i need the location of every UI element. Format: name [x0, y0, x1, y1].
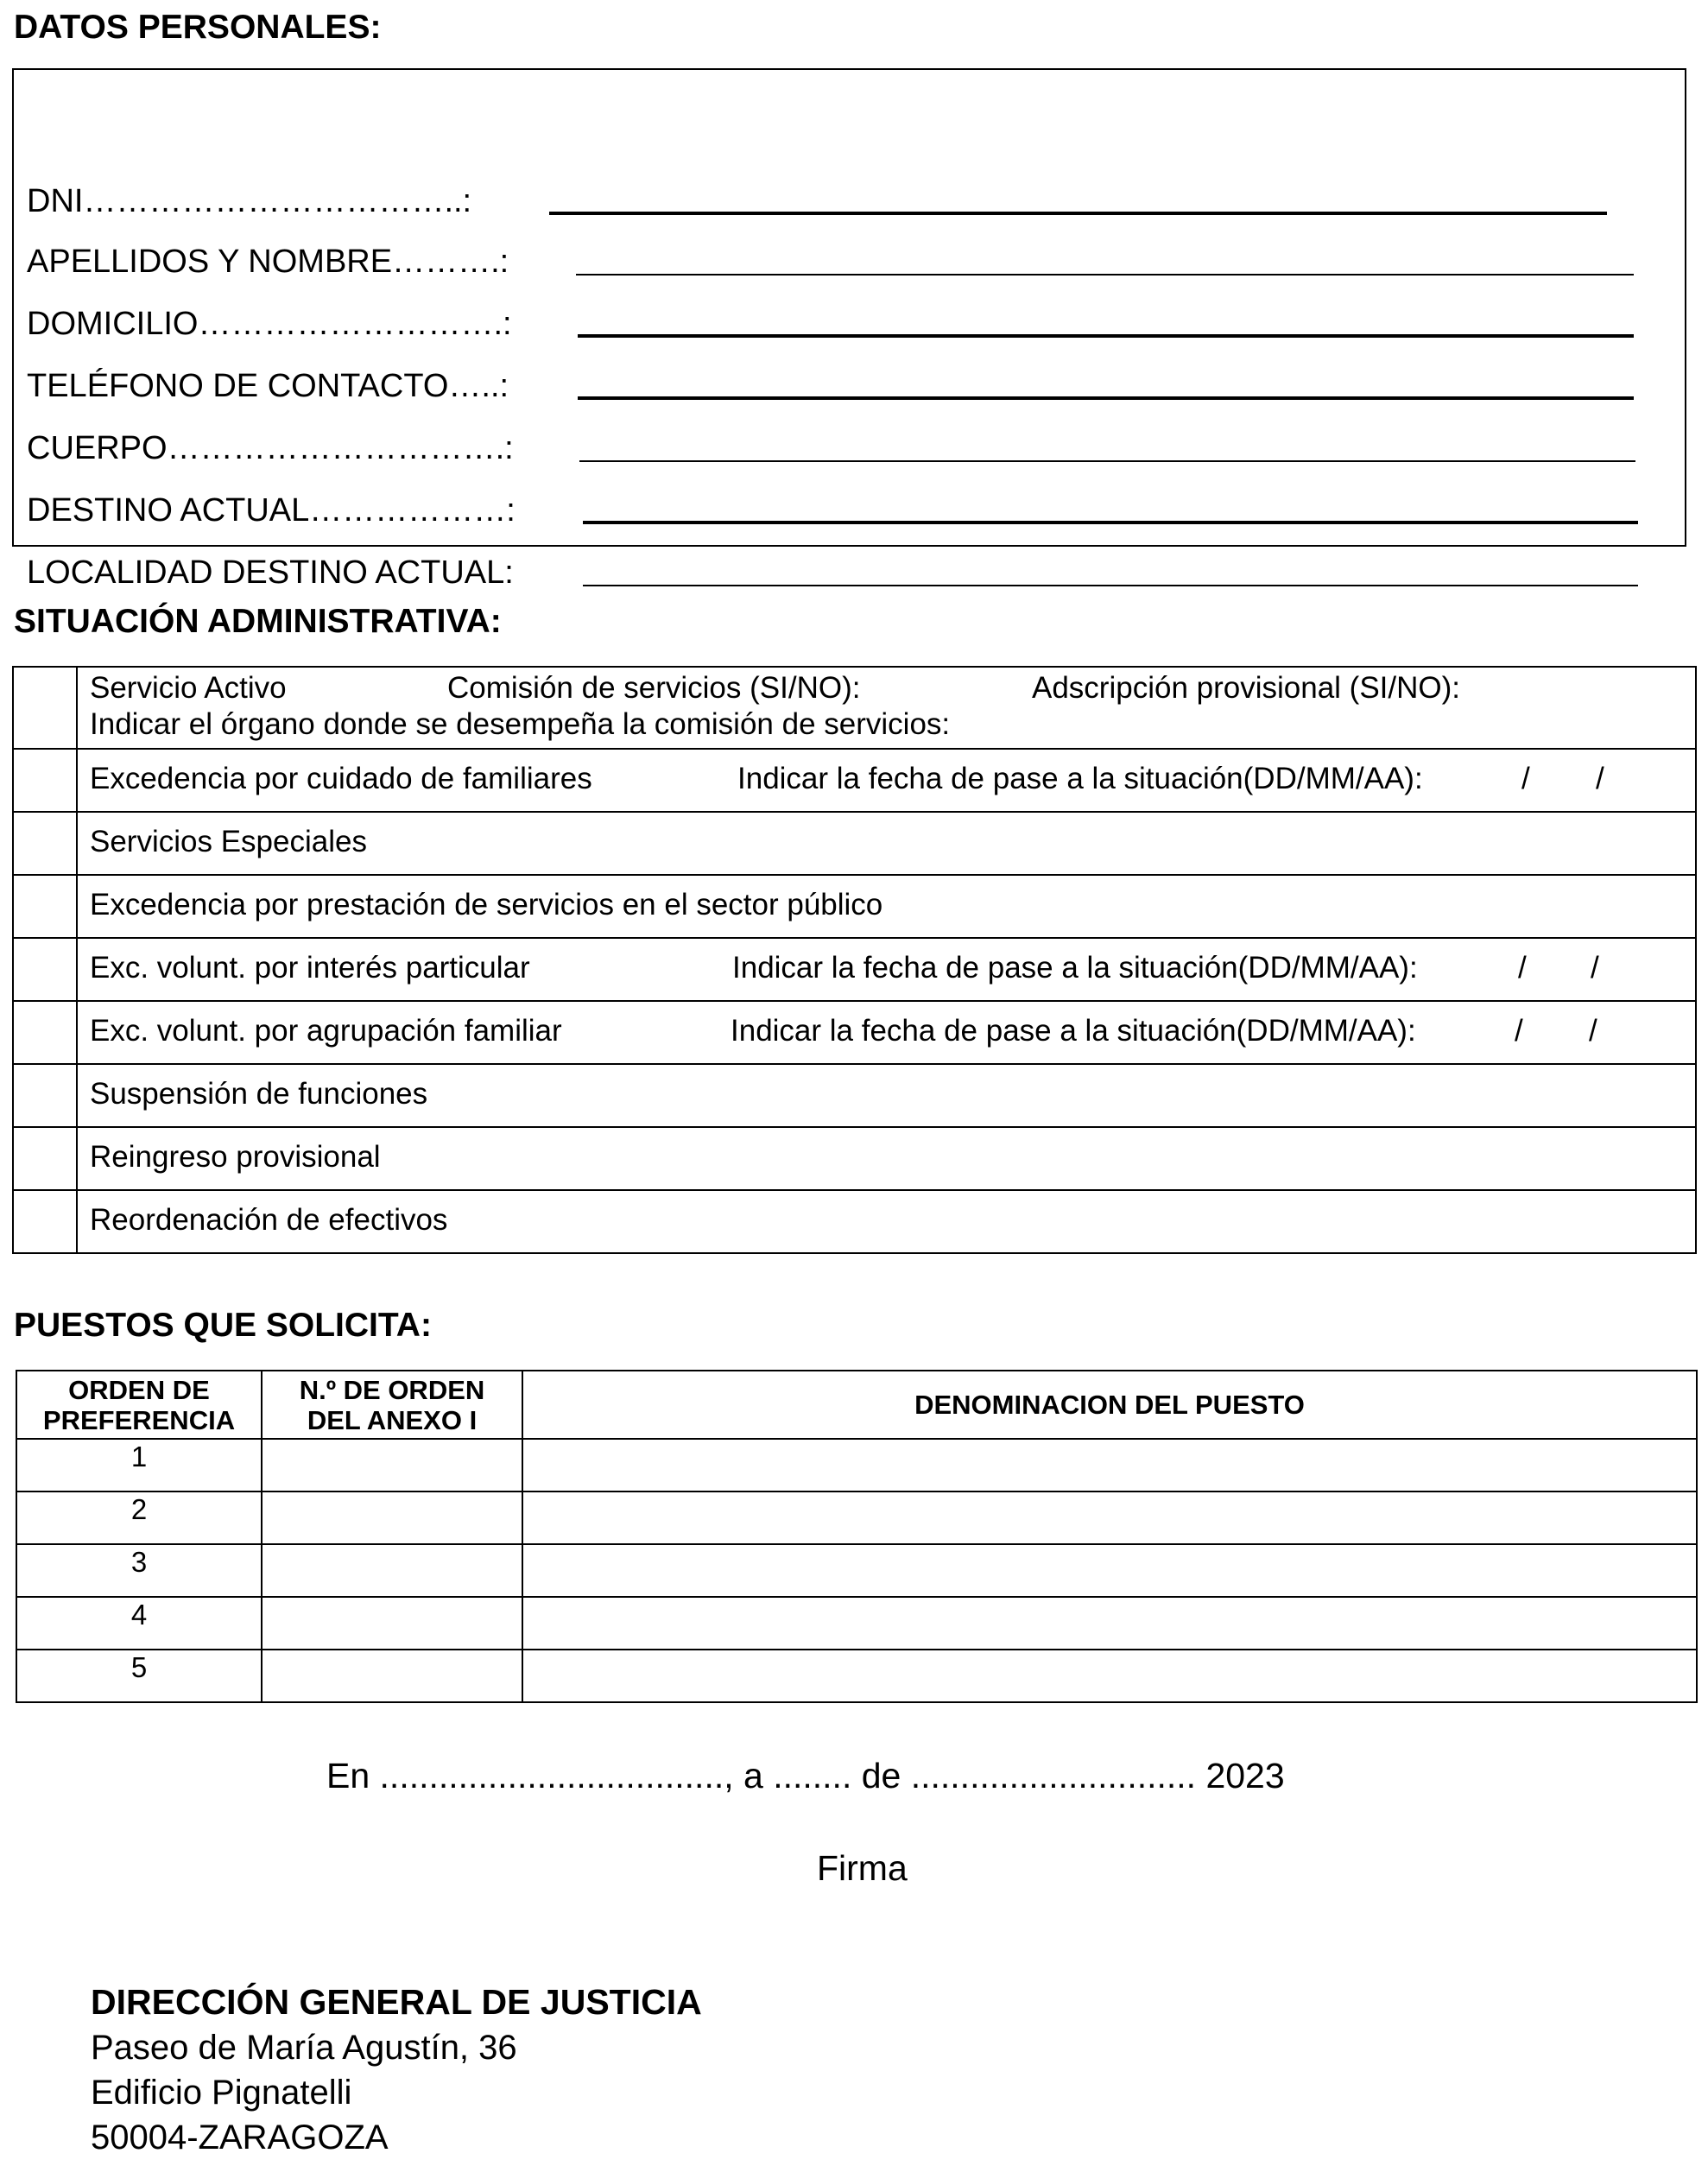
situacion-row-suspension	[13, 1064, 1696, 1127]
field-dni-line[interactable]	[549, 212, 1607, 215]
situacion-cell	[77, 1190, 1696, 1253]
checkbox-reingreso[interactable]	[13, 1127, 77, 1190]
field-localidad-destino-label: LOCALIDAD DESTINO ACTUAL:	[27, 554, 514, 591]
header-numero-orden	[262, 1371, 522, 1439]
denominacion-input[interactable]	[522, 1492, 1697, 1544]
field-dni-label: DNI……………………………..:	[27, 183, 472, 219]
situacion-label: Reingreso provisional	[90, 1140, 381, 1174]
puestos-row	[16, 1597, 1697, 1650]
situacion-row-servicios-especiales	[13, 812, 1696, 875]
orden-cell: 2	[16, 1492, 262, 1544]
field-telefono-label: TELÉFONO DE CONTACTO…..:	[27, 368, 509, 404]
anexo-number-input[interactable]	[262, 1544, 522, 1597]
adscripcion-provisional-label: Adscripción provisional (SI/NO):	[1032, 671, 1460, 705]
situacion-label: Servicio Activo	[90, 671, 287, 705]
orden-cell: 5	[16, 1650, 262, 1702]
field-apellidos-nombre[interactable]	[27, 238, 1650, 281]
field-destino-actual-label: DESTINO ACTUAL………………:	[27, 492, 516, 529]
orden-cell: 3	[16, 1544, 262, 1597]
checkbox-excedencia-cuidado[interactable]	[13, 749, 77, 812]
field-localidad-destino-line[interactable]	[583, 585, 1638, 586]
field-destino-actual[interactable]	[27, 486, 1650, 529]
header-orden-preferencia	[16, 1371, 262, 1439]
checkbox-servicio-activo[interactable]	[13, 667, 77, 749]
place-date-line: En ..................................., a ........ de ............................. 2023	[326, 1756, 1285, 1796]
section-title-situacion: SITUACIÓN ADMINISTRATIVA:	[14, 603, 502, 640]
situacion-row-reordenacion	[13, 1190, 1696, 1253]
orden-cell: 4	[16, 1597, 262, 1650]
personal-data-box	[12, 68, 1686, 591]
situacion-label: Reordenación de efectivos	[90, 1203, 448, 1237]
address-line: 50004-ZARAGOZA	[91, 2118, 389, 2157]
date-separator: /	[1521, 762, 1530, 795]
signature-label: Firma	[817, 1848, 908, 1888]
header-text: PREFERENCIA	[42, 1404, 236, 1435]
denominacion-input[interactable]	[522, 1597, 1697, 1650]
situacion-cell	[77, 1127, 1696, 1190]
situacion-cell	[77, 667, 1696, 749]
field-telefono-line[interactable]	[578, 396, 1634, 400]
field-dni[interactable]	[27, 177, 1650, 220]
checkbox-servicios-especiales[interactable]	[13, 812, 77, 875]
puestos-row	[16, 1544, 1697, 1597]
puestos-row	[16, 1650, 1697, 1702]
checkbox-excedencia-sector-publico[interactable]	[13, 875, 77, 938]
section-title-datos-personales: DATOS PERSONALES:	[14, 9, 382, 46]
date-separator: /	[1591, 951, 1599, 985]
situacion-row-reingreso	[13, 1127, 1696, 1190]
field-domicilio-line[interactable]	[578, 334, 1634, 338]
situacion-row-exc-interes-particular	[13, 938, 1696, 1001]
situacion-label: Excedencia por prestación de servicios en el sector público	[90, 888, 883, 922]
anexo-number-input[interactable]	[262, 1492, 522, 1544]
checkbox-exc-agrupacion-familiar[interactable]	[13, 1001, 77, 1064]
anexo-number-input[interactable]	[262, 1439, 522, 1492]
fecha-pase-label: Indicar la fecha de pase a la situación(DD/MM/AA):	[737, 762, 1423, 795]
anexo-number-input[interactable]	[262, 1650, 522, 1702]
address-line: Edificio Pignatelli	[91, 2074, 352, 2112]
organo-comision-label: Indicar el órgano donde se desempeña la comisión de servicios:	[90, 707, 951, 741]
field-cuerpo-label: CUERPO………………………….:	[27, 430, 514, 466]
situacion-label: Servicios Especiales	[90, 825, 367, 858]
comision-servicios-label: Comisión de servicios (SI/NO):	[447, 671, 861, 705]
date-separator: /	[1518, 951, 1527, 985]
situacion-label: Exc. volunt. por agrupación familiar	[90, 1014, 562, 1048]
field-apellidos-nombre-line[interactable]	[576, 274, 1634, 276]
date-separator: /	[1515, 1014, 1523, 1048]
puestos-row	[16, 1492, 1697, 1544]
situacion-cell	[77, 938, 1696, 1001]
field-localidad-destino[interactable]	[27, 548, 1650, 592]
situacion-cell	[77, 875, 1696, 938]
orden-cell: 1	[16, 1439, 262, 1492]
checkbox-suspension[interactable]	[13, 1064, 77, 1127]
situacion-cell	[77, 812, 1696, 875]
date-separator: /	[1589, 1014, 1597, 1048]
denominacion-input[interactable]	[522, 1544, 1697, 1597]
field-apellidos-nombre-label: APELLIDOS Y NOMBRE……….:	[27, 244, 509, 280]
situacion-cell	[77, 749, 1696, 812]
puestos-table	[16, 1370, 1698, 1703]
anexo-number-input[interactable]	[262, 1597, 522, 1650]
puestos-row	[16, 1439, 1697, 1492]
header-text: ORDEN DE	[68, 1374, 210, 1405]
field-cuerpo-line[interactable]	[579, 460, 1635, 462]
fecha-pase-label: Indicar la fecha de pase a la situación(DD/MM/AA):	[731, 1014, 1416, 1048]
situacion-row-exc-agrupacion-familiar	[13, 1001, 1696, 1064]
checkbox-exc-interes-particular[interactable]	[13, 938, 77, 1001]
situacion-row-excedencia-sector-publico	[13, 875, 1696, 938]
field-domicilio[interactable]	[27, 300, 1650, 343]
checkbox-reordenacion[interactable]	[13, 1190, 77, 1253]
field-destino-actual-line[interactable]	[583, 521, 1638, 524]
denominacion-input[interactable]	[522, 1439, 1697, 1492]
situacion-label: Exc. volunt. por interés particular	[90, 951, 530, 985]
situacion-label: Suspensión de funciones	[90, 1077, 428, 1111]
header-denominacion: DENOMINACION DEL PUESTO	[522, 1371, 1697, 1439]
situacion-row-servicio-activo	[13, 667, 1696, 749]
fecha-pase-label: Indicar la fecha de pase a la situación(DD/MM/AA):	[732, 951, 1418, 985]
date-separator: /	[1596, 762, 1604, 795]
field-telefono[interactable]	[27, 362, 1650, 405]
situacion-table	[12, 666, 1697, 1254]
section-title-puestos: PUESTOS QUE SOLICITA:	[14, 1307, 432, 1344]
denominacion-input[interactable]	[522, 1650, 1697, 1702]
situacion-cell	[77, 1001, 1696, 1064]
address-title: DIRECCIÓN GENERAL DE JUSTICIA	[91, 1982, 702, 2022]
puestos-header-row	[16, 1371, 1697, 1439]
situacion-row-excedencia-cuidado	[13, 749, 1696, 812]
situacion-label: Excedencia por cuidado de familiares	[90, 762, 592, 795]
header-text: DEL ANEXO I	[307, 1404, 478, 1435]
header-text: N.º DE ORDEN	[299, 1374, 485, 1405]
address-block	[91, 1979, 702, 2160]
address-line: Paseo de María Agustín, 36	[91, 2029, 517, 2068]
situacion-cell	[77, 1064, 1696, 1127]
field-cuerpo[interactable]	[27, 424, 1650, 467]
field-domicilio-label: DOMICILIO……………………….:	[27, 306, 512, 342]
